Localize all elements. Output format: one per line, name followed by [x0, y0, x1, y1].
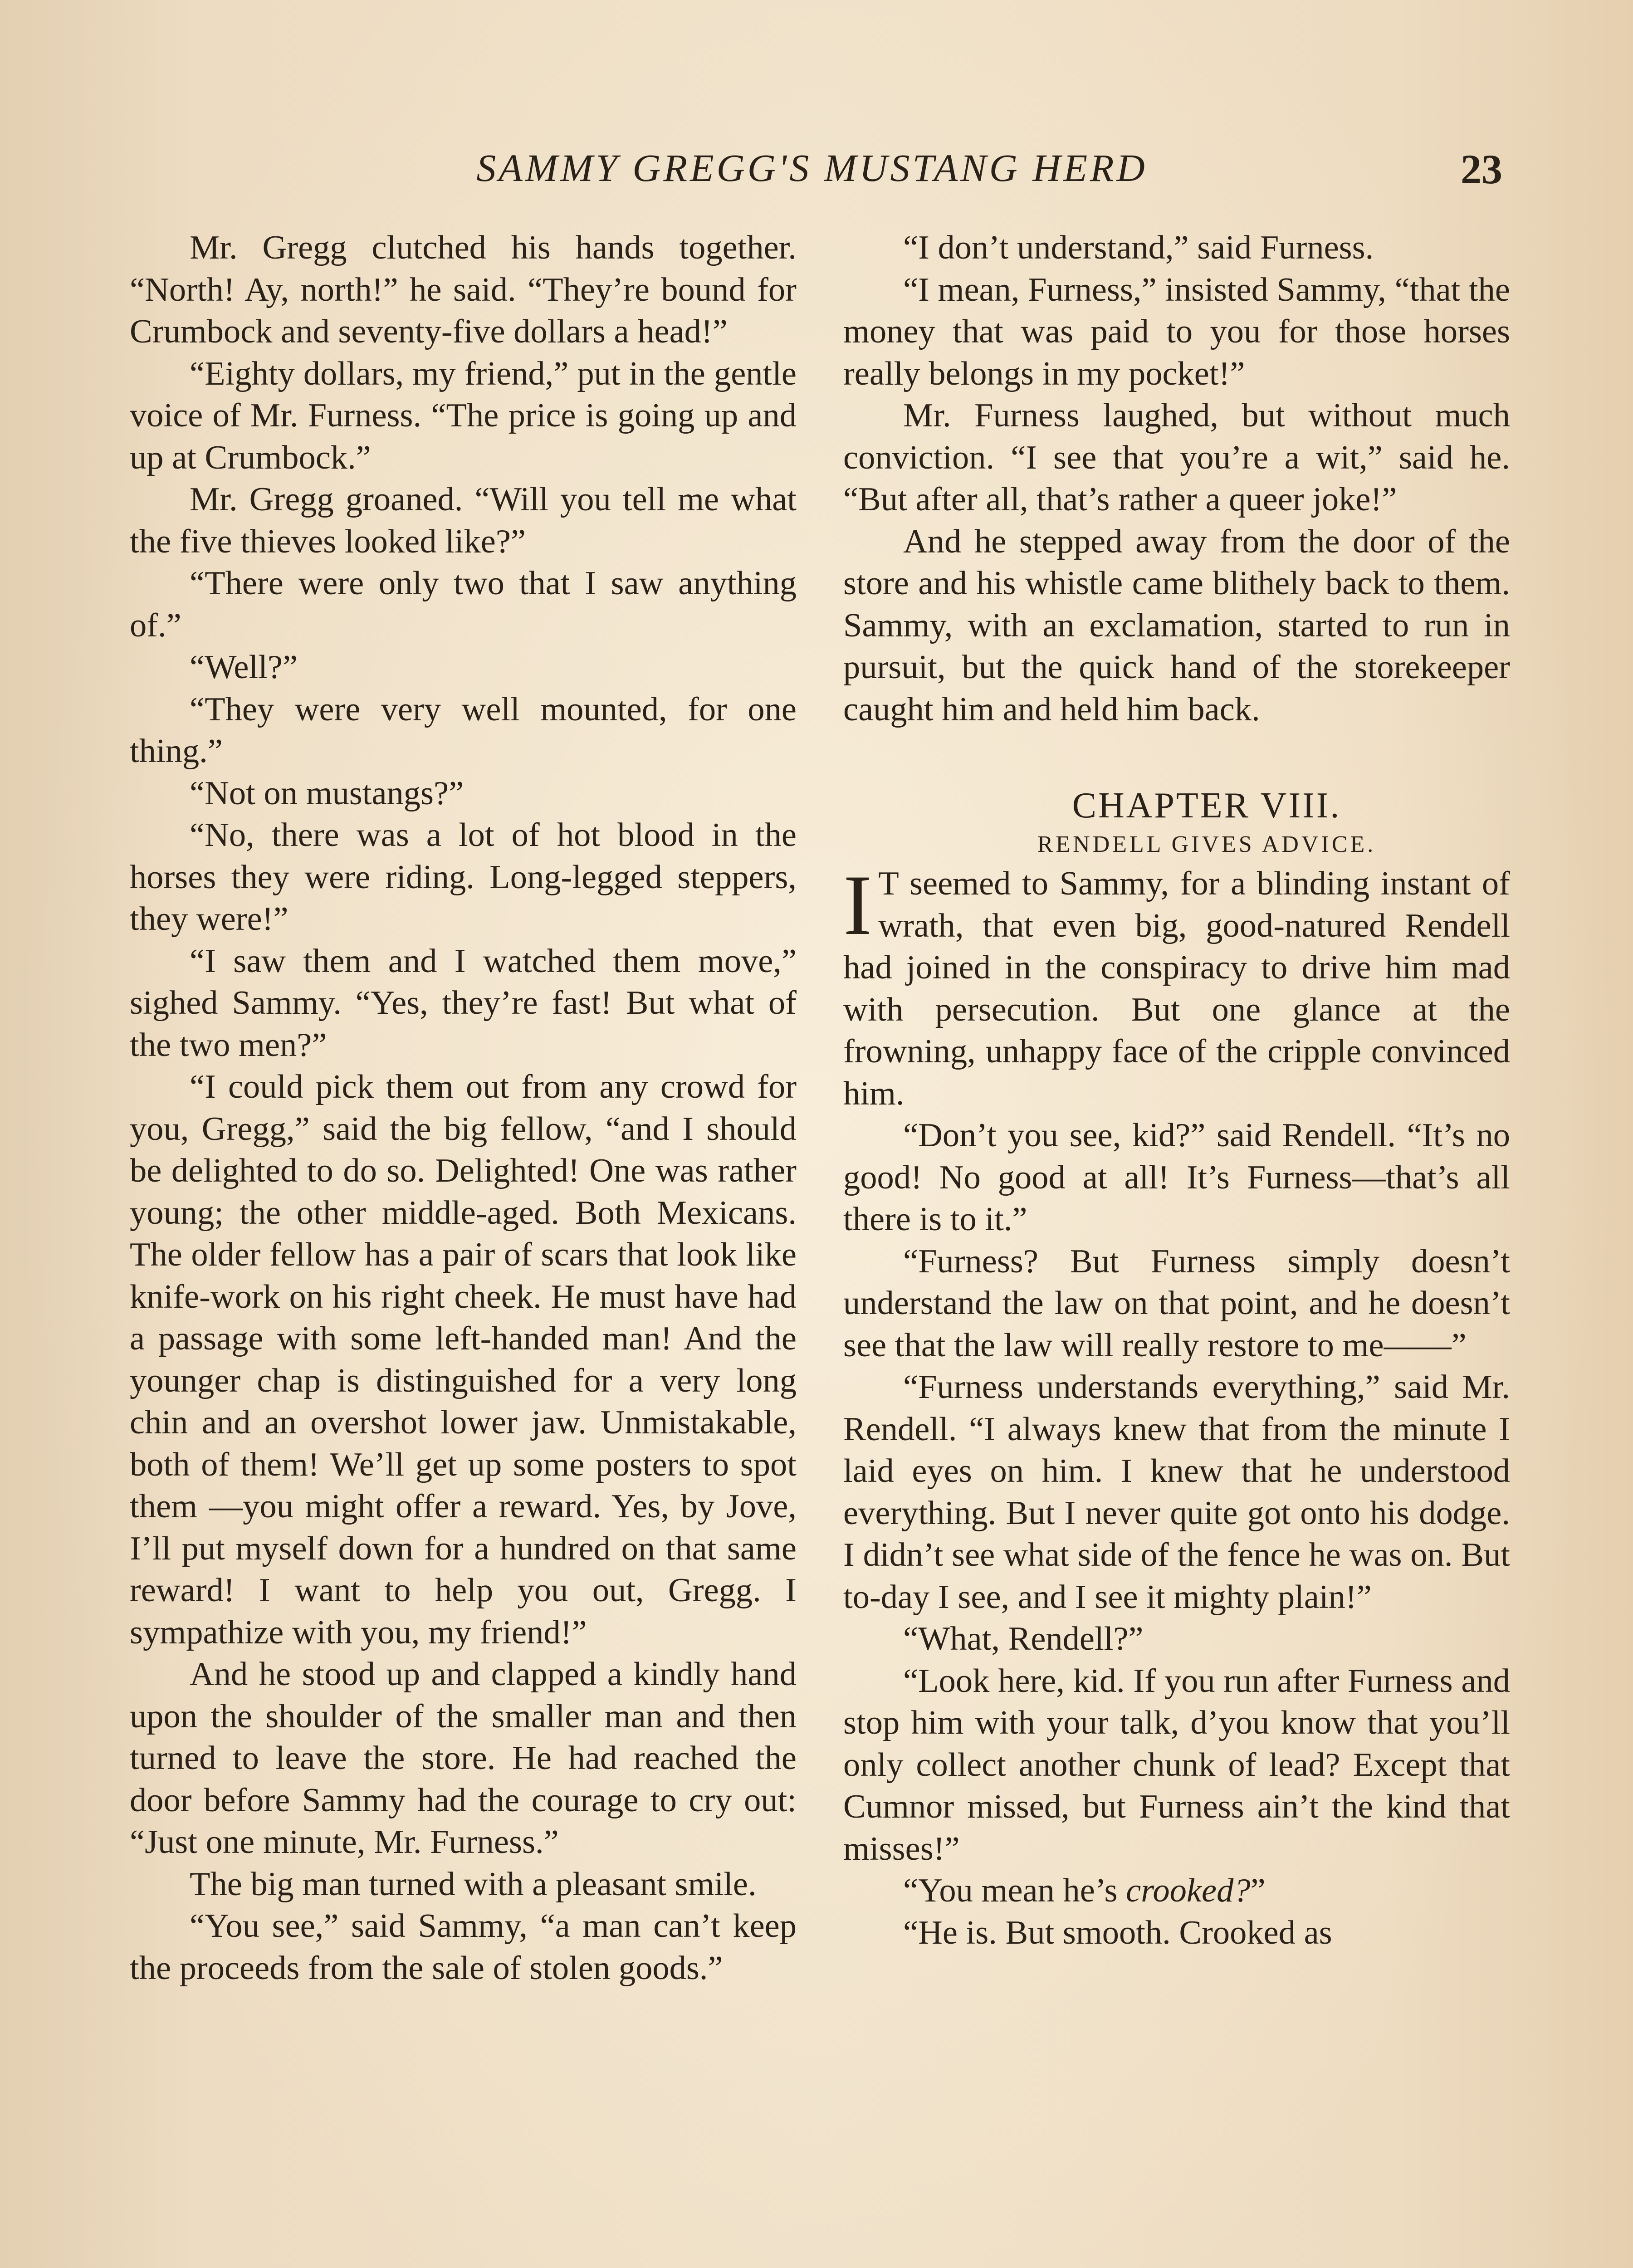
chapter-subtitle: RENDELL GIVES ADVICE.	[1037, 831, 1376, 857]
paragraph: “He is. But smooth. Crooked as	[903, 1914, 1332, 1951]
paragraph: “There were only two that I saw anything of.”	[130, 565, 797, 644]
paragraph: “I could pick them out from any crowd for you, Gregg,” said the big fellow, “and I should be delighted to do so. Delighted! One was rather young; the other middle-aged. Both Mexicans. The older fellow has a pair of scars that look like knife-work on his right cheek. He must have had a passage with some left-handed man! And the younger chap is distinguished for a very long chin and an overshot lower jaw. Unmistakable, both of them! We’ll get up some posters to spot them —you might offer a reward. Yes, by Jove, I’ll put myself down for a hundred on that same reward! I want to help you out, Gregg. I sympathize with you, my friend!”	[130, 1068, 797, 1651]
paragraph: “Eighty dollars, my friend,” put in the gentle voice of Mr. Furness. “The price is going up and up at Crumbock.”	[130, 355, 797, 476]
paragraph: Mr. Furness laughed, but without much conviction. “I see that you’re a wit,” said he. “But after all, that’s rather a queer joke!”	[843, 397, 1510, 518]
paragraph: And he stepped away from the door of the store and his whistle came blithely back to them. Sammy, with an exclamation, started to run in pursuit, but the quick hand of the storekeeper caught him and held him back.	[843, 523, 1510, 728]
chapter-title: CHAPTER VIII.	[1072, 786, 1341, 826]
opening-text: T seemed to Sammy, for a blinding instant of wrath, that even big, good-natured Rendell had joined in the conspiracy to drive him mad with persecution. But one glance at the frowning, unhappy face of the cripple convinced him.	[843, 865, 1510, 1112]
left-column	[130, 227, 797, 1989]
paragraph: “Look here, kid. If you run after Furness and stop him with your talk, d’you know that you’ll only collect another chunk of lead? Except that Cumnor missed, but Furness ain’t the kind that misses!”	[843, 1662, 1510, 1867]
paragraph: “You see,” said Sammy, “a man can’t keep the proceeds from the sale of stolen goods.”	[130, 1907, 797, 1987]
paragraph: “They were very well mounted, for one thing.”	[130, 690, 797, 770]
page-number: 23	[1461, 146, 1502, 192]
running-head: SAMMY GREGG'S MUSTANG HERD	[476, 146, 1148, 190]
text-run: ”	[1250, 1872, 1266, 1909]
chapter-heading	[843, 785, 1510, 863]
text-run: “You mean he’s	[903, 1872, 1126, 1909]
paragraph: “Not on mustangs?”	[190, 774, 464, 812]
right-column	[843, 227, 1510, 1954]
paragraph: “Furness? But Furness simply doesn’t understand the law on that point, and he doesn’t see that the law will really restore to me——”	[843, 1242, 1510, 1364]
paragraph: “Furness understands everything,” said Mr. Rendell. “I always knew that from the minute I laid eyes on him. I knew that he understood everything. But I never quite got onto his dodge. I didn’t see what side of the fence he was on. But to-day I see, and I see it mighty plain!”	[843, 1369, 1510, 1616]
paragraph: “What, Rendell?”	[903, 1620, 1144, 1657]
paragraph	[843, 1870, 1510, 1912]
italic-text: crooked?	[1126, 1872, 1251, 1909]
paragraph: Mr. Gregg clutched his hands together. “North! Ay, north!” he said. “They’re bound for Crumbock and seventy-five dollars a head!”	[130, 229, 797, 350]
paragraph: “No, there was a lot of hot blood in the horses they were riding. Long-legged steppers, they were!”	[130, 816, 797, 938]
paragraph: The big man turned with a pleasant smile.	[190, 1865, 757, 1903]
paragraph: “I mean, Furness,” insisted Sammy, “that the money that was paid to you for those horses really belongs in my pocket!”	[843, 271, 1510, 392]
drop-cap: I	[843, 858, 872, 953]
paragraph: And he stood up and clapped a kindly hand upon the shoulder of the smaller man and then turned to leave the store. He had reached the door before Sammy had the courage to cry out: “Just one minute, Mr. Furness.”	[130, 1656, 797, 1861]
paragraph: “Well?”	[190, 649, 298, 686]
paragraph: “Don’t you see, kid?” said Rendell. “It’s no good! No good at all! It’s Furness—that’s all there is to it.”	[843, 1117, 1510, 1238]
page-header	[0, 145, 1633, 195]
paragraph: “I don’t understand,” said Furness.	[903, 229, 1374, 266]
paragraph: “I saw them and I watched them move,” sighed Sammy. “Yes, they’re fast! But what of the two men?”	[130, 942, 797, 1064]
paragraph: Mr. Gregg groaned. “Will you tell me what the five thieves looked like?”	[130, 481, 797, 560]
chapter-opening-paragraph	[843, 858, 1510, 1114]
